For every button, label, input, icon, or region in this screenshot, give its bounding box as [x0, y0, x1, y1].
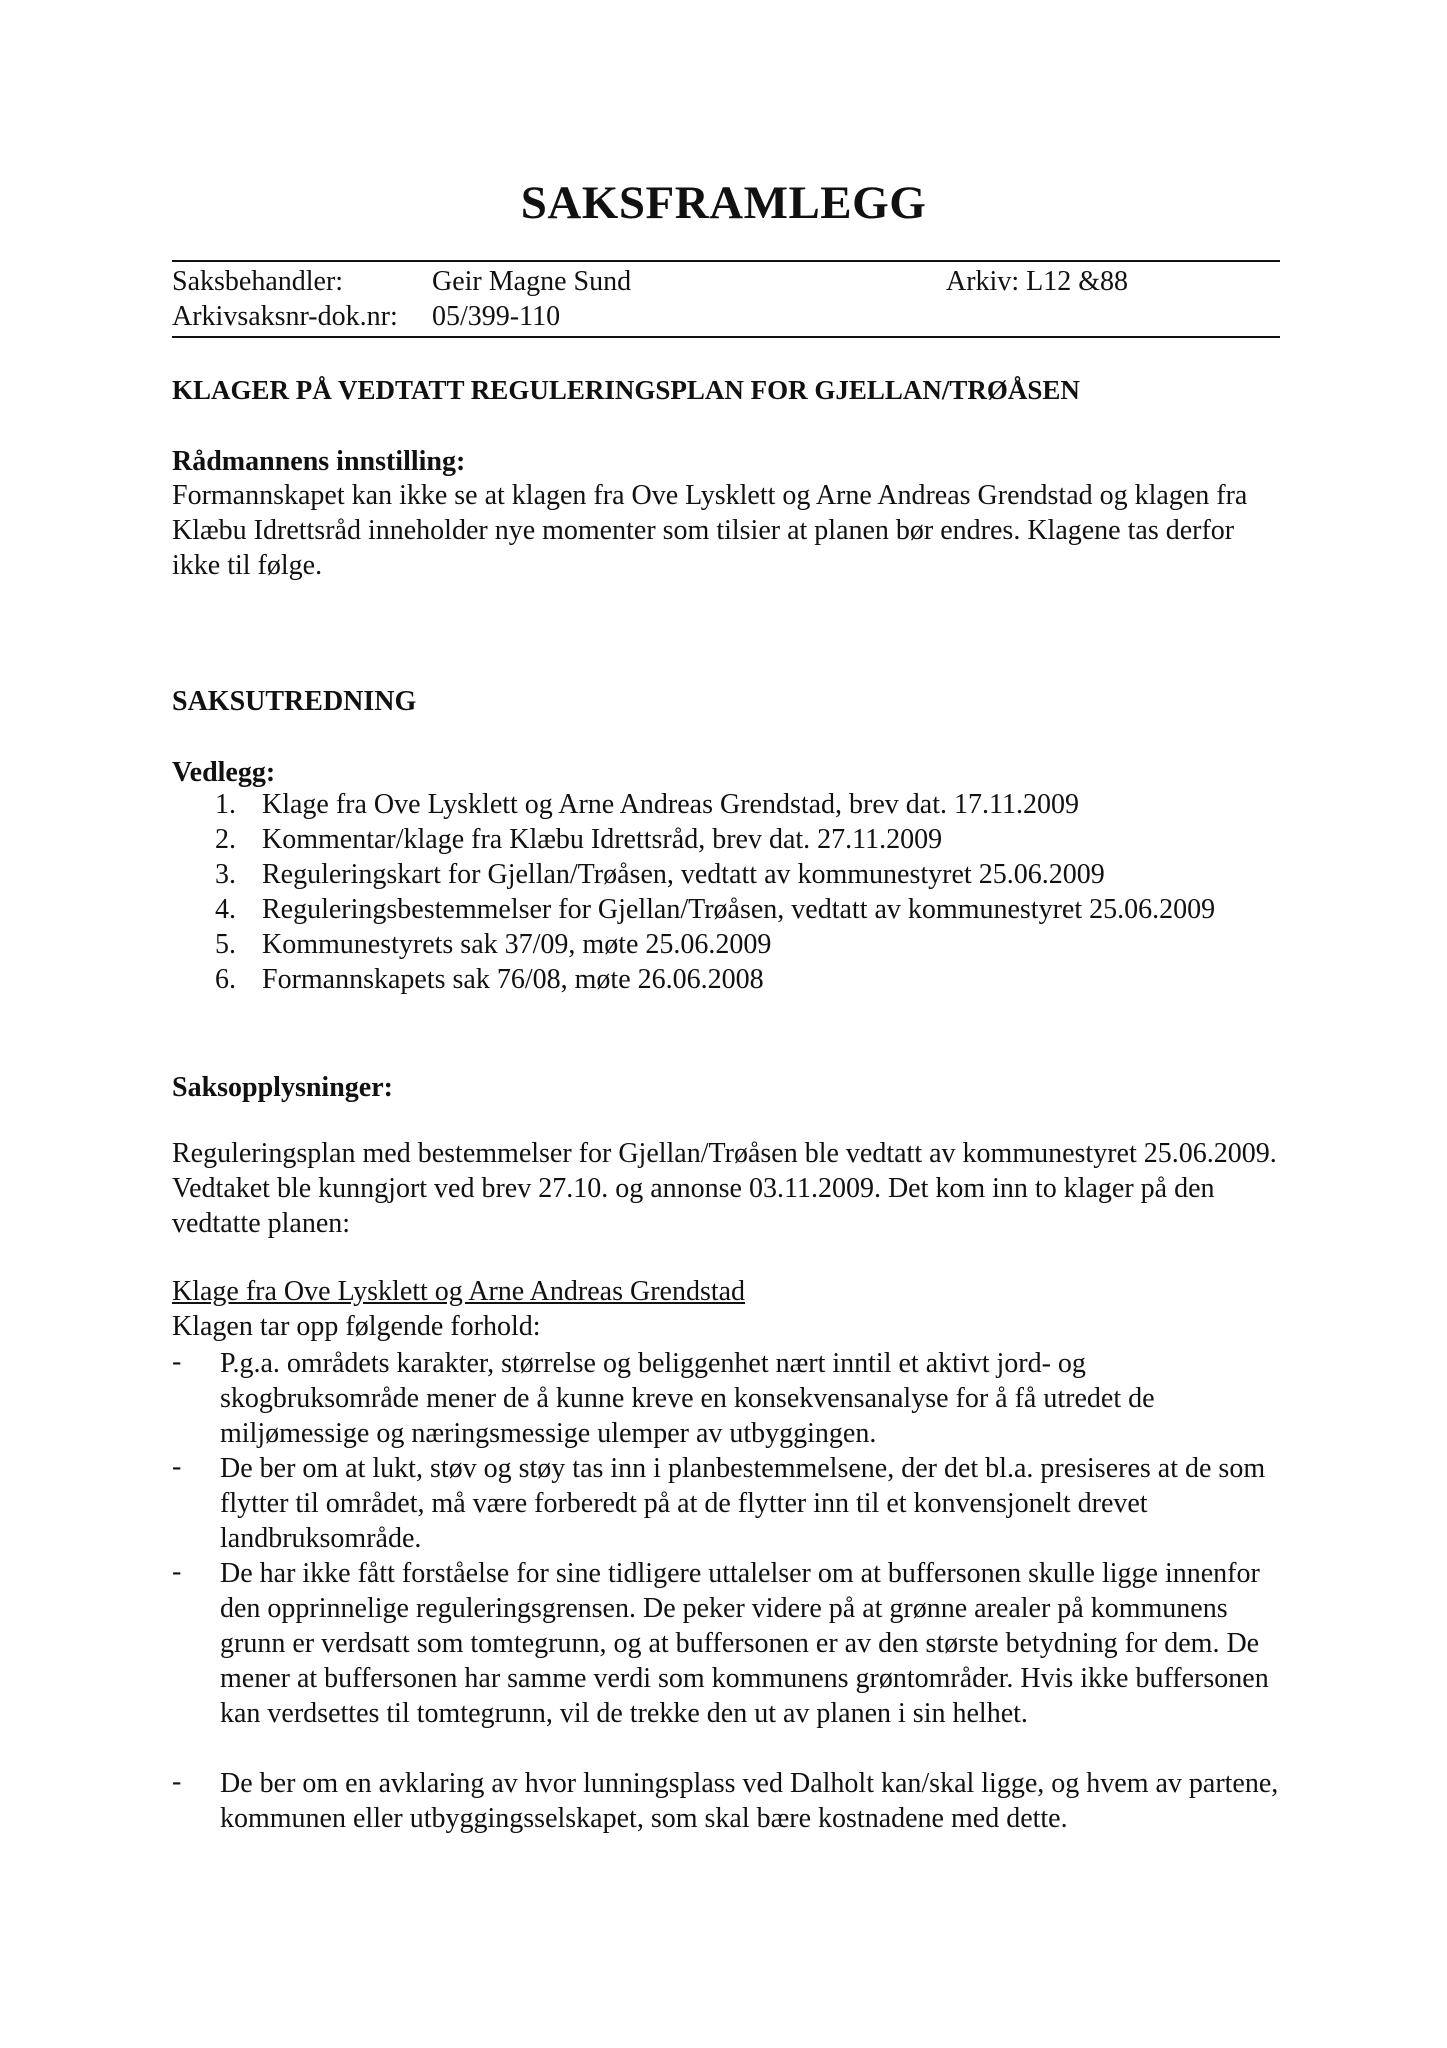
header-bottom-rule: [172, 336, 1280, 338]
saksopplysninger-title: Saksopplysninger:: [172, 1072, 393, 1103]
list-item-number: 5.: [215, 929, 236, 960]
list-item-number: 2.: [215, 824, 236, 855]
innstilling-title: Rådmannens innstilling:: [172, 446, 466, 477]
bullet-dash: -: [172, 1346, 182, 1377]
case-heading: KLAGER PÅ VEDTATT REGULERINGSPLAN FOR GJELLAN/TRØÅSEN: [172, 375, 1080, 405]
arkivsaksnr-label: Arkivsaksnr-dok.nr:: [172, 301, 398, 332]
list-item-text: Kommentar/klage fra Klæbu Idrettsråd, brev dat. 27.11.2009: [262, 824, 943, 855]
klage-lead: Klagen tar opp følgende forhold:: [172, 1311, 541, 1342]
list-item-number: 1.: [215, 789, 236, 820]
bullet-text: De ber om en avklaring av hvor lunningsplass ved Dalholt kan/skal ligge, og hvem av partene, kommunen eller utbyggingsselskapet, som skal bære kostnadene med dette.: [220, 1768, 1279, 1834]
klage-title: Klage fra Ove Lysklett og Arne Andreas Grendstad: [172, 1276, 746, 1307]
list-item-text: Reguleringsbestemmelser for Gjellan/Trøåsen, vedtatt av kommunestyret 25.06.2009: [262, 894, 1216, 925]
bullet-text: De ber om at lukt, støv og støy tas inn i planbestemmelsene, der det bl.a. presiseres at de som flytter til området, må være forberedt på at de flytter inn til et konvensjonelt drevet landbruksområde.: [220, 1453, 1266, 1554]
header-top-rule: [172, 260, 1280, 262]
vedlegg-title: Vedlegg:: [172, 757, 276, 788]
bullet-text: De har ikke fått forståelse for sine tidligere uttalelser om at buffersonen skulle ligge innenfor den opprinnelige reguleringsgrensen. De peker videre på at grønne arealer på kommunens grunn er verdsatt som tomtegrunn, og at buffersonen er av den største betydning for dem. De mener at buffersonen har samme verdi som kommunens grøntområder. Hvis ikke buffersonen kan verdsettes til tomtegrunn, vil de trekke den ut av planen i sin helhet.: [220, 1558, 1269, 1729]
saksutredning-heading: SAKSUTREDNING: [172, 686, 417, 717]
arkiv-value: Arkiv: L12 &88: [946, 266, 1128, 297]
bullet-dash: -: [172, 1556, 182, 1587]
bullet-dash: -: [172, 1451, 182, 1482]
arkivsaksnr-value: 05/399-110: [432, 301, 561, 332]
list-item-text: Kommunestyrets sak 37/09, møte 25.06.2009: [262, 929, 772, 960]
list-item-text: Reguleringskart for Gjellan/Trøåsen, vedtatt av kommunestyret 25.06.2009: [262, 859, 1105, 890]
list-item-text: Formannskapets sak 76/08, møte 26.06.2008: [262, 964, 764, 995]
innstilling-text: Formannskapet kan ikke se at klagen fra Ove Lysklett og Arne Andreas Grendstad og klagen fra Klæbu Idrettsråd inneholder nye momenter som tilsier at planen bør endres. Klagene tas derfor ikke til følge.: [172, 480, 1248, 581]
page-title: SAKSFRAMLEGG: [520, 177, 927, 229]
bullet-dash: -: [172, 1766, 182, 1797]
list-item-number: 4.: [215, 894, 236, 925]
list-item-number: 6.: [215, 964, 236, 995]
list-item-number: 3.: [215, 859, 236, 890]
saksopplysninger-intro: Reguleringsplan med bestemmelser for Gjellan/Trøåsen ble vedtatt av kommunestyret 25.06.2009. Vedtaket ble kunngjort ved brev 27.10. og annonse 03.11.2009. Det kom inn to klager på den vedtatte planen:: [172, 1138, 1277, 1239]
list-item-text: Klage fra Ove Lysklett og Arne Andreas Grendstad, brev dat. 17.11.2009: [262, 789, 1079, 820]
saksbehandler-label: Saksbehandler:: [172, 266, 344, 297]
bullet-text: P.g.a. områdets karakter, størrelse og beliggenhet nært inntil et aktivt jord- og skogbruksområde mener de å kunne kreve en konsekvensanalyse for å få utredet de miljømessige og næringsmessige ulemper av utbyggingen.: [220, 1348, 1155, 1449]
saksbehandler-value: Geir Magne Sund: [432, 266, 632, 297]
